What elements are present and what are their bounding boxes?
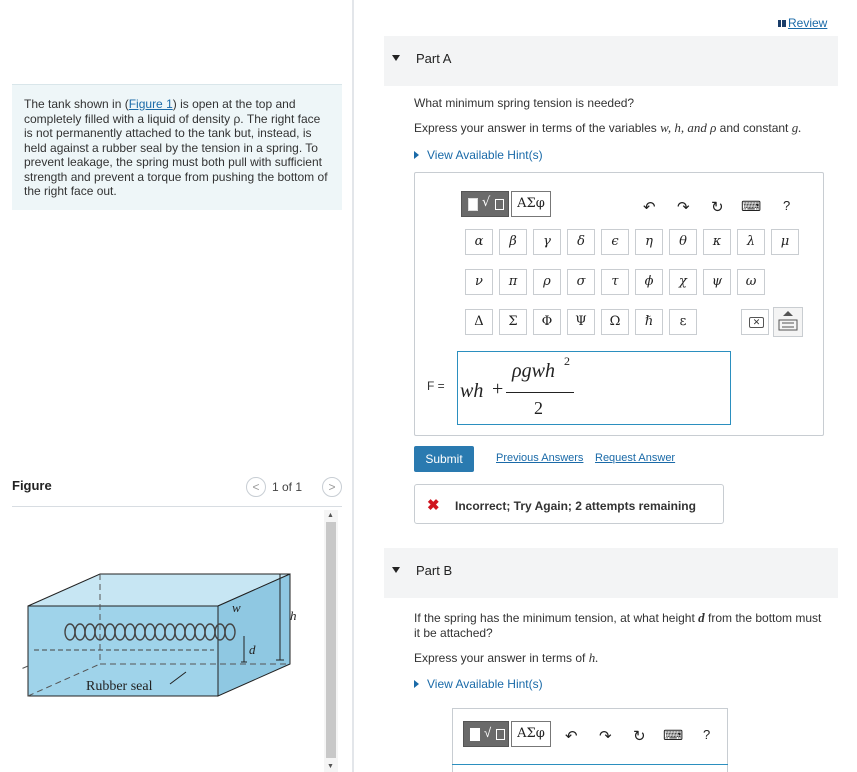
figure-title: Figure bbox=[12, 478, 52, 493]
greek-symbols-button[interactable]: ΑΣφ bbox=[511, 721, 551, 747]
problem-text-b: ) is open at the top and completely filled with a liquid of density ρ. The right face is not permanently attached to the tank but, instead, is held against a rubber seal by the tension in a spring. To prevent leakage, the spring must both pull with sufficient strength and prevent a torque from pushing the bottom of the right face out. bbox=[24, 97, 328, 198]
greek-key[interactable]: Ψ bbox=[567, 309, 595, 335]
label-d: d bbox=[249, 642, 256, 657]
greek-key[interactable]: β bbox=[499, 229, 527, 255]
error-x-icon: ✖ bbox=[427, 497, 440, 514]
figure-scrollbar[interactable] bbox=[324, 510, 338, 772]
part-a-hint-link[interactable] bbox=[414, 148, 543, 162]
feedback-box bbox=[414, 484, 724, 524]
keyboard-toggle-button[interactable] bbox=[773, 307, 803, 337]
template-box-icon bbox=[496, 729, 505, 740]
expr-plus: + bbox=[492, 378, 504, 400]
radical-icon: √ bbox=[484, 725, 492, 740]
part-a-answer-box bbox=[414, 172, 824, 436]
greek-key[interactable]: μ bbox=[771, 229, 799, 255]
pane-divider[interactable] bbox=[352, 0, 354, 772]
express-var: h. bbox=[588, 650, 599, 665]
express-vars: w, h, and ρ bbox=[660, 120, 717, 135]
collapse-triangle-icon bbox=[392, 567, 400, 573]
greek-key[interactable]: γ bbox=[533, 229, 561, 255]
template-square-icon bbox=[470, 728, 480, 741]
greek-key[interactable]: ν bbox=[465, 269, 493, 295]
express-prefix: Express your answer in terms of the variables bbox=[414, 121, 657, 135]
review-link[interactable]: Review bbox=[788, 16, 828, 30]
expr-denominator: 2 bbox=[534, 398, 543, 418]
scroll-up-icon[interactable]: ▲ bbox=[327, 512, 334, 519]
greek-key[interactable]: τ bbox=[601, 269, 629, 295]
fraction-bar bbox=[506, 392, 574, 393]
reset-icon[interactable]: ↻ bbox=[633, 728, 646, 745]
review-bars-icon bbox=[778, 20, 786, 27]
part-a-math-input[interactable] bbox=[457, 351, 731, 425]
scroll-thumb[interactable] bbox=[326, 522, 336, 758]
keyboard-icon[interactable]: ⌨ bbox=[741, 198, 762, 214]
submit-button[interactable]: Submit bbox=[414, 446, 474, 472]
greek-key[interactable]: Σ bbox=[499, 309, 527, 335]
expr-term-wh: wh bbox=[460, 380, 484, 402]
greek-key[interactable]: Ω bbox=[601, 309, 629, 335]
hint-label: View Available Hint(s) bbox=[427, 677, 543, 691]
question-prefix: If the spring has the minimum tension, at what height bbox=[414, 611, 695, 625]
expand-arrow-icon bbox=[414, 151, 419, 159]
part-b-header[interactable] bbox=[384, 548, 838, 598]
part-a-question: What minimum spring tension is needed? bbox=[414, 96, 635, 110]
greek-key[interactable]: ϕ bbox=[635, 269, 663, 295]
radical-icon: √ bbox=[482, 195, 491, 210]
backspace-button[interactable] bbox=[741, 309, 769, 335]
greek-key[interactable]: ω bbox=[737, 269, 765, 295]
problem-text-a: The tank shown in ( bbox=[24, 97, 129, 111]
greek-key[interactable]: χ bbox=[669, 269, 697, 295]
greek-key[interactable]: Φ bbox=[533, 309, 561, 335]
figure-divider bbox=[12, 506, 342, 507]
express-prefix: Express your answer in terms of bbox=[414, 651, 586, 665]
figure-prev-button[interactable]: < bbox=[246, 477, 266, 497]
greek-key[interactable]: π bbox=[499, 269, 527, 295]
templates-button[interactable] bbox=[463, 721, 509, 747]
undo-icon[interactable]: ↶ bbox=[643, 199, 656, 216]
greek-key[interactable]: ρ bbox=[533, 269, 561, 295]
expr-exponent: 2 bbox=[564, 354, 570, 368]
figure-counter: 1 of 1 bbox=[272, 480, 303, 494]
figure-next-button[interactable]: > bbox=[322, 477, 342, 497]
part-b-question bbox=[414, 610, 828, 641]
backspace-icon: ✕ bbox=[749, 317, 764, 328]
redo-icon[interactable]: ↷ bbox=[599, 728, 612, 745]
express-mid: and constant bbox=[719, 121, 789, 135]
part-a-instructions bbox=[414, 120, 801, 136]
part-b-hint-link[interactable] bbox=[414, 677, 543, 691]
greek-key[interactable]: λ bbox=[737, 229, 765, 255]
template-box-icon bbox=[495, 199, 504, 210]
greek-key[interactable]: κ bbox=[703, 229, 731, 255]
greek-key[interactable]: ψ bbox=[703, 269, 731, 295]
greek-key[interactable]: α bbox=[465, 229, 493, 255]
part-b-instructions bbox=[414, 650, 599, 666]
express-const: g. bbox=[791, 120, 802, 135]
part-b-label: Part B bbox=[416, 563, 453, 578]
label-w: w bbox=[232, 600, 241, 615]
greek-key[interactable]: Δ bbox=[465, 309, 493, 335]
greek-key[interactable]: ϵ bbox=[601, 229, 629, 255]
greek-key[interactable]: ℏ bbox=[635, 309, 663, 335]
feedback-message: Incorrect; Try Again; 2 attempts remaining bbox=[455, 499, 696, 513]
previous-answers-link[interactable]: Previous Answers bbox=[496, 452, 584, 464]
keyboard-icon[interactable]: ⌨ bbox=[663, 727, 684, 743]
part-a-header[interactable] bbox=[384, 36, 838, 86]
figure-link[interactable]: Figure 1 bbox=[128, 97, 173, 111]
problem-statement bbox=[12, 84, 342, 210]
left-pane bbox=[0, 0, 352, 772]
part-b-math-input[interactable] bbox=[452, 764, 728, 765]
greek-key[interactable]: σ bbox=[567, 269, 595, 295]
hint-label: View Available Hint(s) bbox=[427, 148, 543, 162]
label-h: h bbox=[290, 608, 297, 623]
templates-button[interactable] bbox=[461, 191, 509, 217]
greek-key[interactable]: δ bbox=[567, 229, 595, 255]
collapse-triangle-icon bbox=[392, 55, 400, 61]
expand-arrow-icon bbox=[414, 680, 419, 688]
part-a-label: Part A bbox=[416, 51, 452, 66]
undo-icon[interactable]: ↶ bbox=[565, 728, 578, 745]
scroll-down-icon[interactable]: ▼ bbox=[327, 763, 334, 770]
part-b-answer-box bbox=[452, 708, 728, 772]
label-rubber-seal: Rubber seal bbox=[86, 679, 153, 694]
question-suffix: from the bottom must it be attached? bbox=[414, 611, 822, 640]
expr-numerator: ρgwh bbox=[512, 360, 555, 382]
question-var: d bbox=[698, 610, 705, 625]
reset-icon[interactable]: ↻ bbox=[711, 199, 724, 216]
greek-key[interactable]: ε bbox=[669, 309, 697, 335]
template-square-icon bbox=[468, 198, 478, 211]
keyboard-up-icon bbox=[774, 308, 802, 336]
redo-icon[interactable]: ↷ bbox=[677, 199, 690, 216]
help-icon[interactable]: ? bbox=[783, 198, 791, 213]
help-icon[interactable]: ? bbox=[703, 727, 711, 742]
request-answer-link[interactable]: Request Answer bbox=[595, 452, 676, 464]
f-equals-label: F = bbox=[427, 379, 445, 393]
greek-key[interactable]: θ bbox=[669, 229, 697, 255]
greek-key[interactable]: η bbox=[635, 229, 663, 255]
tank-figure bbox=[20, 566, 300, 706]
greek-symbols-button[interactable]: ΑΣφ bbox=[511, 191, 551, 217]
